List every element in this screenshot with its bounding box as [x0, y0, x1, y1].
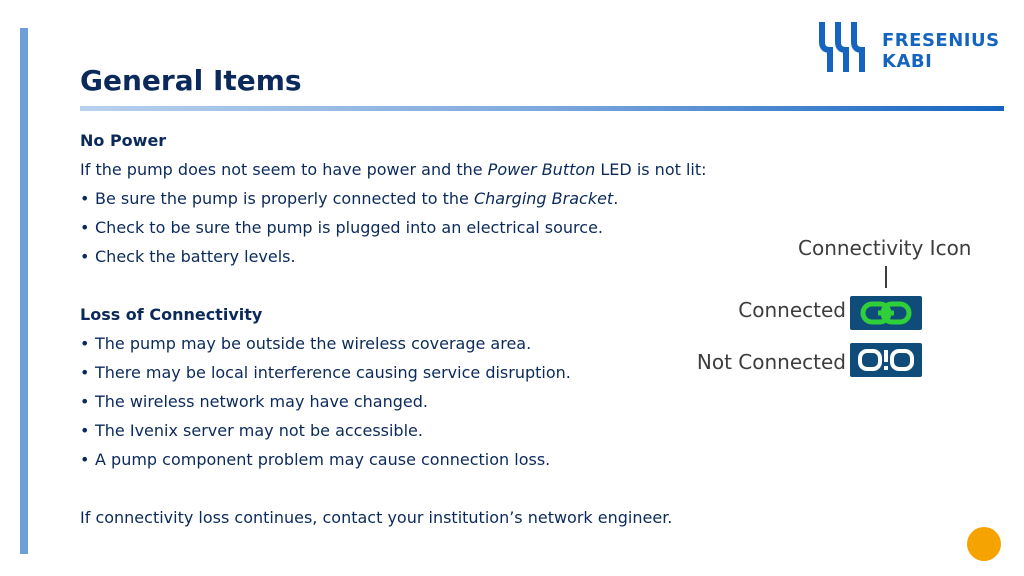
- connectivity-icon-title: Connectivity Icon: [798, 236, 972, 260]
- left-accent-bar: [20, 28, 28, 554]
- power-button-term: Power Button: [487, 160, 596, 179]
- bullet-text: Be sure the pump is properly connected to the: [95, 189, 474, 208]
- list-item: [80, 329, 720, 358]
- list-item: [80, 387, 720, 416]
- connected-label: Connected: [738, 298, 846, 322]
- broken-link-icon: [850, 343, 922, 377]
- page-title: General Items: [80, 64, 302, 97]
- bullet-text: A pump component problem may cause connection loss.: [95, 450, 551, 469]
- logo-wordmark: [882, 30, 1000, 72]
- section-gap: [80, 474, 720, 503]
- section-gap: [80, 271, 720, 300]
- logo-line-2: KABI: [882, 51, 933, 72]
- list-item: [80, 445, 720, 474]
- title-underline: [80, 106, 1004, 111]
- not-connected-label: Not Connected: [696, 350, 846, 374]
- page-marker-dot: [967, 527, 1001, 561]
- list-item: [80, 184, 720, 213]
- charging-bracket-term: Charging Bracket: [473, 189, 614, 208]
- bullet-text: There may be local interference causing service disruption.: [95, 363, 571, 382]
- bullet-icon: •: [80, 450, 90, 469]
- bullet-text: Check the battery levels.: [95, 247, 296, 266]
- bullet-icon: •: [80, 218, 90, 237]
- bullet-text: The wireless network may have changed.: [95, 392, 428, 411]
- intro-text-end: LED is not lit:: [595, 160, 707, 179]
- bullet-text: The pump may be outside the wireless coverage area.: [95, 334, 532, 353]
- intro-text-start: If the pump does not seem to have power and the: [80, 160, 488, 179]
- bullet-text: Check to be sure the pump is plugged into an electrical source.: [95, 218, 603, 237]
- bullet-icon: •: [80, 421, 90, 440]
- fresenius-kabi-logo: [816, 22, 1006, 72]
- bullet-icon: •: [80, 334, 90, 353]
- list-item: [80, 242, 720, 271]
- bullet-icon: •: [80, 363, 90, 382]
- slide-body: [80, 126, 720, 532]
- bullet-icon: •: [80, 392, 90, 411]
- connectivity-heading: Loss of Connectivity: [80, 305, 263, 324]
- bullet-text-end: .: [613, 189, 619, 208]
- chain-link-icon: [850, 296, 922, 330]
- list-item: [80, 358, 720, 387]
- list-item: [80, 213, 720, 242]
- bullet-text: The Ivenix server may not be accessible.: [95, 421, 423, 440]
- logo-line-1: FRESENIUS: [882, 30, 1000, 51]
- connectivity-icon-legend: [680, 230, 980, 390]
- bullet-icon: •: [80, 247, 90, 266]
- list-item: [80, 416, 720, 445]
- fresenius-logo-icon: [816, 22, 876, 72]
- callout-line: [885, 266, 887, 288]
- no-power-intro: [80, 155, 720, 184]
- bullet-icon: •: [80, 189, 90, 208]
- no-power-heading: No Power: [80, 131, 167, 150]
- footer-note: If connectivity loss continues, contact your institution’s network engineer.: [80, 508, 673, 527]
